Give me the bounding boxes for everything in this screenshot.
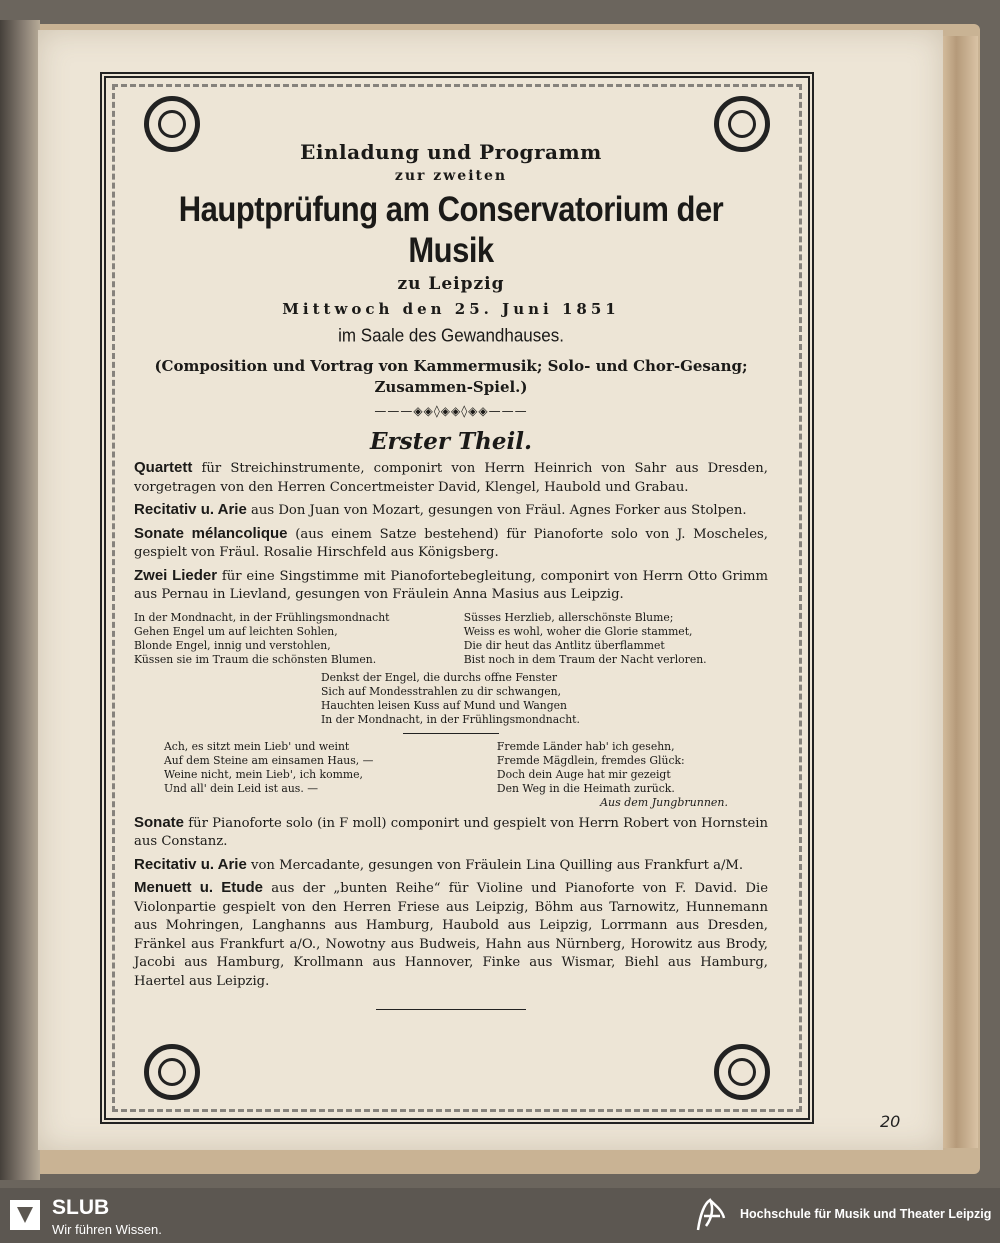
poem-right-stanza [464,611,768,667]
title-line-1: Einladung und Programm [300,140,602,164]
poem-line: Fremde Mägdlein, fremdes Glück: [496,753,685,767]
item-text: aus Don Juan von Mozart, gesungen von Fräul. Agnes Forker aus Stolpen. [251,503,747,518]
divider-rule [403,733,499,734]
footer-bar [0,1188,1000,1243]
slub-name: SLUB [52,1196,110,1219]
poem-line: Bist noch in dem Traum der Nacht verloren. [463,652,707,666]
item-lead: Recitativ u. Arie [134,501,247,518]
item-lead: Recitativ u. Arie [134,855,247,873]
event-subtitle: (Composition und Vortrag von Kammermusik; Solo- und Chor-Gesang; Zusammen-Spiel.) [154,357,748,396]
slub-logo-icon [8,1198,42,1232]
poem-line: Und all' dein Leid ist aus. — [164,781,318,795]
item-text: für Streichinstrumente, componirt von Herrn Heinrich von Sahr aus Dresden, vorgetragen von den Herren Concertmeister David, Klengel, Haubold und Grabau. [134,461,768,495]
poem-line: Denkst der Engel, die durchs offne Fenster [321,670,558,684]
program-content [134,110,768,1010]
item-text: für Pianoforte solo (in F moll) componirt und gespielt von Herrn Robert von Hornstein aus Constanz. [134,815,768,849]
part-title: Erster Theil. [370,428,532,455]
poem-line: Den Weg in die Heimath zurück. [496,781,675,795]
event-hall: im Saale des Gewandhauses. [338,325,564,346]
program-item [134,459,768,497]
item-lead: Menuett u. Etude [134,879,263,896]
item-text: (aus einem Satze bestehend) für Pianoforte solo von J. Moscheles, gespielt von Fräul. Rosalie Hirschfeld aus Königsberg. [134,526,769,560]
poem-line: Hauchten leisen Kuss auf Mund und Wangen [321,698,568,712]
poem-line: Gehen Engel um auf leichten Sohlen, [134,624,338,638]
item-lead: Quartett [134,459,193,476]
item-text: von Mercadante, gesungen von Fräulein Lina Quilling aus Frankfurt a/M. [251,857,744,873]
title-city: zu Leipzig [397,274,505,294]
poem-line: Küssen sie im Traum die schönsten Blumen. [134,652,377,666]
poem-jungbrunnen [134,740,768,810]
program-item [134,525,768,563]
ornament-divider: ———◈◈◊◈◈◊◈◈——— [374,404,528,418]
slub-tagline: Wir führen Wissen. [52,1222,162,1237]
poem-line: In der Mondnacht, in der Frühlingsmondnacht. [321,712,580,726]
poem-line: Ach, es sitzt mein Lieb' und weint [164,739,350,753]
program-item [134,814,768,852]
item-text: aus der „bunten Reihe“ für Violine und Pianoforte von F. David. Die Violonpartie gespielt von den Herren Friese aus Leipzig, Böhm aus Tarnowitz, Hunnemann aus Mohringen, Langhanns aus Hamburg, Haubold aus Leipzig, Lorrmann aus Dresden, Fränkel aus Frankfurt a/O., Nowotny aus Budweis, Hahn aus Nürnberg, Horowitz aus Brody, Jacobi aus Hamburg, Krollmann aus Hannover, Finke aus Wismar, Biehl aus Hamburg, Haertel aus Leipzig. [134,881,768,989]
program-item [134,879,768,991]
poem-source: Aus dem Jungbrunnen. [600,795,728,809]
hmt-logo-icon [692,1196,730,1236]
program-item [134,856,768,876]
poem-line: Auf dem Steine am einsamen Haus, — [164,753,374,767]
program-item [134,501,768,521]
poem-right-stanza [497,740,738,796]
hmt-name: Hochschule für Musik und Theater Leipzig [740,1207,992,1221]
poem-line: Weine nicht, mein Lieb', ich komme, [164,767,363,781]
page-number: 20 [880,1112,901,1131]
poem-line: Die dir heut das Antlitz überflammet [463,638,665,652]
main-title: Hauptprüfung am Conservatorium der Musik [178,188,724,271]
corner-ornament-icon [714,1044,770,1100]
poem-left-stanza [164,740,440,796]
item-lead: Zwei Lieder [134,566,218,584]
poem-line: Blonde Engel, innig und verstohlen, [134,638,331,652]
item-text: für eine Singstimme mit Pianofortebegleitung, componirt von Herrn Otto Grimm aus Pernau in Lievland, gesungen von Fräulein Anna Masius aus Leipzig. [134,568,768,602]
item-lead: Sonate mélancolique [134,524,288,542]
poem-center-stanza [321,671,581,727]
poem-line: In der Mondnacht, in der Frühlingsmondnacht [134,610,390,624]
poem-mondnacht [134,611,768,734]
poem-line: Sich auf Mondesstrahlen zu dir schwangen, [321,684,562,698]
poem-line: Süsses Herzlieb, allerschönste Blume; [463,610,674,624]
book-binding [0,20,40,1180]
program-item [134,567,768,605]
poem-left-stanza [134,611,438,667]
document-page [38,30,943,1150]
event-date: Mittwoch den 25. Juni 1851 [282,300,620,318]
poem-line: Fremde Länder hab' ich gesehn, [496,739,675,753]
title-line-2: zur zweiten [394,168,508,184]
item-lead: Sonate [134,813,185,831]
poem-line: Weiss es wohl, woher die Glorie stammet, [463,624,693,638]
poem-line: Doch dein Auge hat mir gezeigt [496,767,671,781]
corner-ornament-icon [144,1044,200,1100]
end-rule [376,1009,526,1010]
